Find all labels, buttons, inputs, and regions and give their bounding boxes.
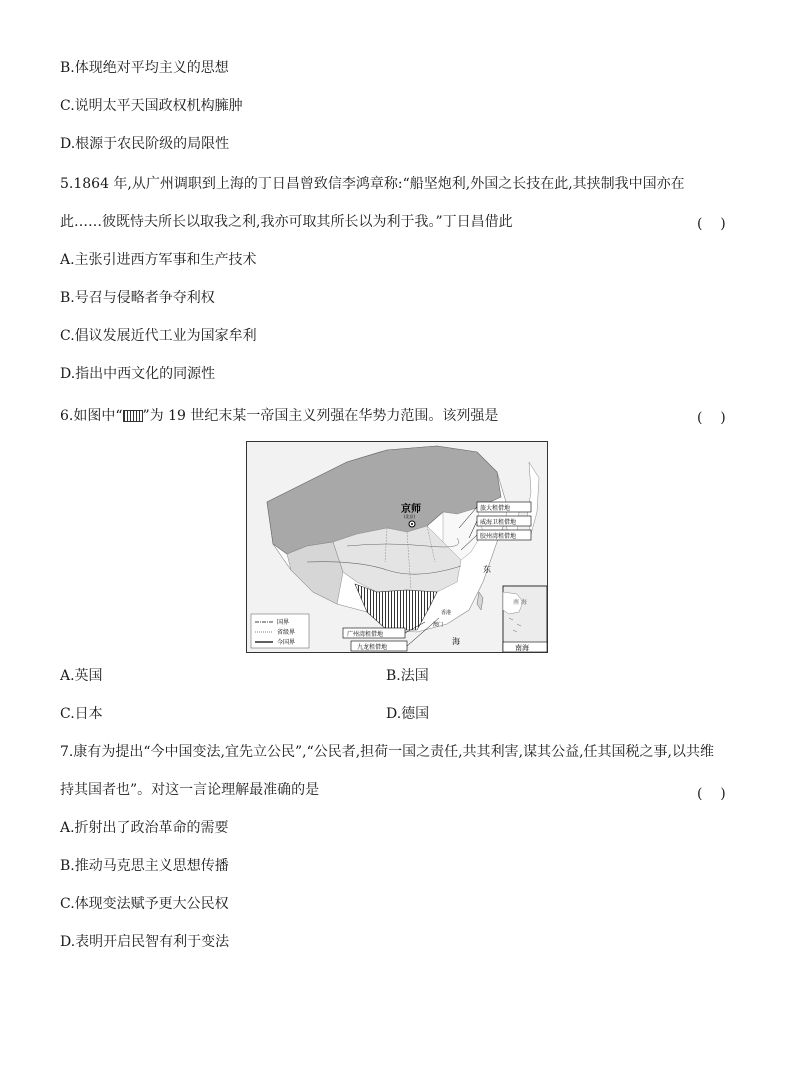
lease-label-5: 九龙租借地	[357, 644, 388, 651]
map-sea-south: 海	[452, 637, 460, 646]
lease-label-3: 胶州湾租借地	[480, 533, 517, 540]
q5-option-a: A.主张引进西方军事和生产技术	[60, 252, 257, 268]
q7-option-c: C.体现变法赋予更大公民权	[60, 896, 229, 912]
q7-option-a: A.折射出了政治革命的需要	[60, 820, 229, 836]
map-label-hk: 香港	[441, 610, 452, 616]
q7-answer-paren: ( )	[697, 786, 726, 802]
q6-answer-paren: ( )	[697, 410, 726, 426]
q5-option-c: C.倡议发展近代工业为国家牟利	[60, 328, 257, 344]
map-graphic	[247, 442, 547, 652]
map-label-macau: 澳门	[433, 622, 444, 628]
q7-option-d: D.表明开启民智有利于变法	[60, 934, 230, 950]
q4-option-d: D.根源于农民阶级的局限性	[60, 136, 230, 152]
map-capital-sub: (北京)	[404, 514, 416, 519]
q5-answer-paren: ( )	[697, 216, 726, 232]
map-sea-east: 东	[483, 565, 491, 574]
lease-label-1: 旅大租借地	[480, 505, 511, 512]
china-sphere-map	[246, 441, 548, 653]
legend-provincial-border: 省级界	[277, 629, 296, 636]
map-inset-label: 南海	[515, 644, 529, 652]
q6-option-a: A.英国	[60, 668, 103, 684]
q6-option-d: D.德国	[386, 706, 430, 722]
svg-text:南 海: 南 海	[513, 599, 527, 606]
q5-stem-line1: 5.1864 年,从广州调职到上海的丁日昌曾致信李鸿章称:“船坚炮利,外国之长技在此,其挟制我中国亦在	[60, 176, 685, 192]
q5-option-d: D.指出中西文化的同源性	[60, 366, 216, 382]
hatch-pattern-icon	[123, 410, 143, 422]
q6-stem	[60, 406, 498, 426]
q4-option-c: C.说明太平天国政权机构臃肿	[60, 98, 243, 114]
legend-modern-border: 今国界	[277, 639, 296, 646]
q7-stem-line2: 持其国者也”。对这一言论理解最准确的是	[60, 782, 320, 798]
legend-national-border: 国界	[277, 619, 290, 626]
q7-stem-line1: 7.康有为提出“今中国变法,宜先立公民”,“公民者,担荷一国之责任,共其利害,谋其公益,任其国税之事,以共维	[60, 744, 714, 760]
map-capital-label: 京师	[401, 504, 421, 515]
lease-label-4: 广州湾租借地	[347, 631, 384, 638]
q5-option-b: B.号召与侵略者争夺利权	[60, 290, 215, 306]
q6-option-b: B.法国	[386, 668, 429, 684]
q6-option-c: C.日本	[60, 706, 103, 722]
q6-stem-before: 6.如图中“	[60, 408, 123, 424]
q5-stem-line2: 此……彼既恃夫所长以取我之利,我亦可取其所长以为利于我。”丁日昌借此	[60, 214, 513, 230]
q7-option-b: B.推动马克思主义思想传播	[60, 858, 229, 874]
q6-stem-after: ”为 19 世纪末某一帝国主义列强在华势力范围。该列强是	[142, 408, 499, 424]
q4-option-b: B.体现绝对平均主义的思想	[60, 60, 229, 76]
lease-label-2: 威海卫租借地	[480, 519, 517, 526]
